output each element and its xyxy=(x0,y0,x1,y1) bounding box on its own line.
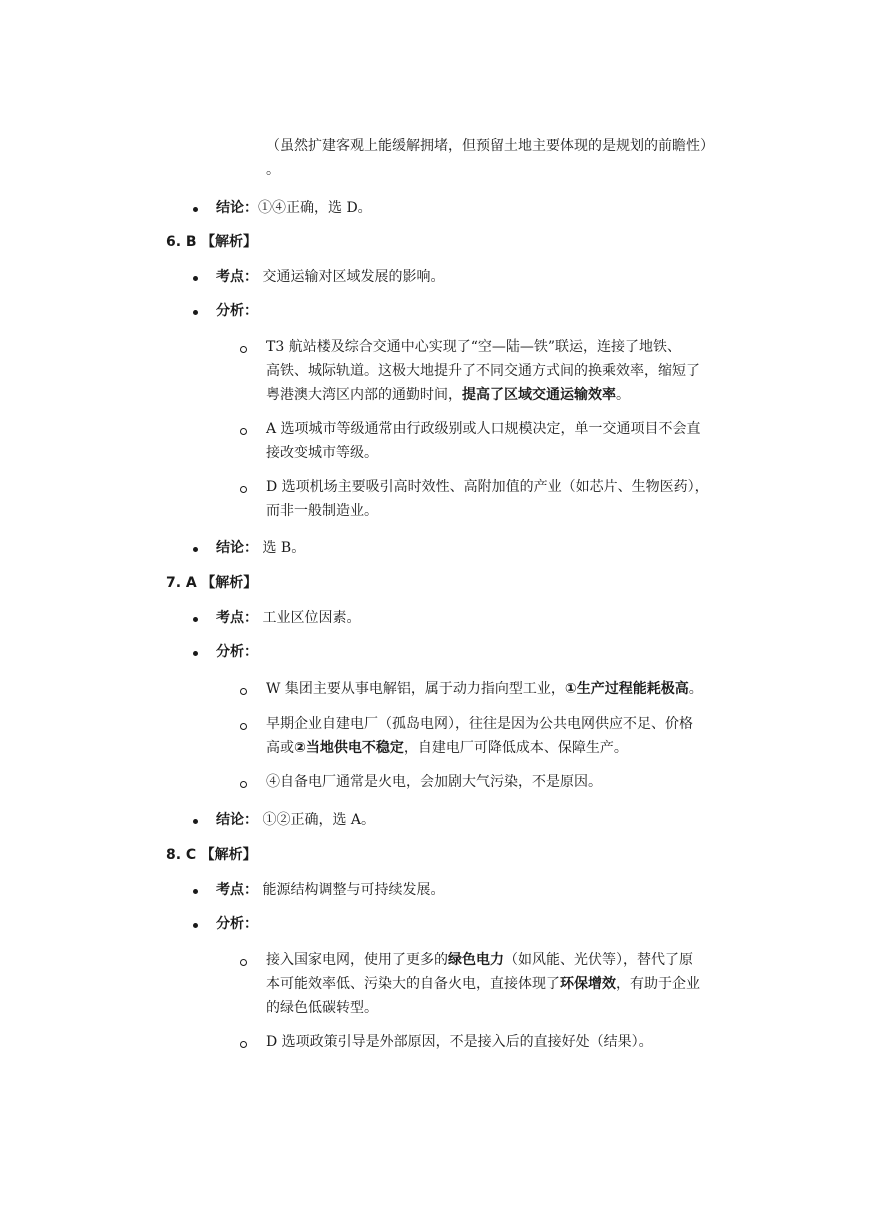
fenxi-label: 分析： xyxy=(216,916,258,932)
conclusion-6 xyxy=(216,538,305,558)
text-run: 本可能效率低、污染大的自备火电，直接体现了 xyxy=(266,976,560,992)
analysis-tag: 【解析】 xyxy=(200,847,257,863)
analysis-tag: 【解析】 xyxy=(201,234,258,250)
question-number: 8. C xyxy=(166,847,197,863)
sub-bullet-circle xyxy=(240,428,247,435)
continuation-line-2: 。 xyxy=(266,162,280,178)
conclusion-label: 结论： xyxy=(216,540,258,556)
fenxi-label: 分析： xyxy=(216,644,258,660)
conclusion-text: ①②正确，选 A。 xyxy=(262,812,376,828)
q6-item-2-line-1: A 选项城市等级通常由行政级别或人口规模决定，单一交通项目不会直 xyxy=(266,421,701,437)
question-number: 7. A xyxy=(166,575,197,591)
sub-bullet-circle xyxy=(240,723,247,730)
conclusion-label: 结论： xyxy=(216,200,258,216)
bullet-dot xyxy=(193,310,198,315)
question-8-heading xyxy=(166,845,257,865)
analysis-tag: 【解析】 xyxy=(201,575,258,591)
bold-run: 绿色电力 xyxy=(448,952,504,968)
kaodian-text: 工业区位因素。 xyxy=(262,610,361,626)
kaodian-text: 交通运输对区域发展的影响。 xyxy=(262,269,445,285)
continuation-line-1: （虽然扩建客观上能缓解拥堵，但预留土地主要体现的是规划的前瞻性） xyxy=(266,138,714,154)
q6-item-1-line-2: 高铁、城际轨道。这极大地提升了不同交通方式间的换乘效率，缩短了 xyxy=(266,363,700,379)
q8-item-1-line-3: 的绿色低碳转型。 xyxy=(266,1000,378,1016)
conclusion-7 xyxy=(216,810,375,830)
text-run: 。 xyxy=(616,387,630,403)
fenxi-6 xyxy=(216,301,258,321)
q6-item-2-line-2: 接改变城市等级。 xyxy=(266,445,378,461)
text-run: W 集团主要从事电解铝，属于动力指向型工业， xyxy=(266,681,565,697)
conclusion-label: 结论： xyxy=(216,812,258,828)
bullet-dot xyxy=(193,819,198,824)
bold-run: 提高了区域交通运输效率 xyxy=(462,387,616,403)
sub-bullet-circle xyxy=(240,688,247,695)
kaodian-label: 考点： xyxy=(216,269,258,285)
bold-run: ①生产过程能耗极高 xyxy=(564,681,689,697)
kaodian-label: 考点： xyxy=(216,882,258,898)
conclusion-5 xyxy=(216,198,372,218)
q8-item-1-line-1 xyxy=(266,950,693,970)
text-run: （如风能、光伏等），替代了原 xyxy=(504,952,693,968)
bullet-dot xyxy=(193,889,198,894)
bold-run: ②当地供电不稳定 xyxy=(294,740,404,756)
fenxi-7 xyxy=(216,642,258,662)
text-run: 。 xyxy=(688,681,703,697)
q6-item-1-line-1: T3 航站楼及综合交通中心实现了“空—陆—铁”联运，连接了地铁、 xyxy=(266,339,682,355)
sub-bullet-circle xyxy=(240,346,247,353)
text-run: ，自建电厂可降低成本、保障生产。 xyxy=(403,740,628,756)
kaodian-7 xyxy=(216,608,360,628)
q6-item-3-line-2: 而非一般制造业。 xyxy=(266,503,378,519)
bullet-dot xyxy=(193,617,198,622)
q7-item-3-line-1: ④自备电厂通常是火电，会加剧大气污染，不是原因。 xyxy=(266,774,602,790)
fenxi-label: 分析： xyxy=(216,303,258,319)
q6-item-1-line-3 xyxy=(266,385,630,405)
bullet-dot xyxy=(193,651,198,656)
conclusion-text: ①④正确，选 D。 xyxy=(258,200,372,216)
sub-bullet-circle xyxy=(240,959,247,966)
bullet-dot xyxy=(193,923,198,928)
text-run: 接入国家电网，使用了更多的 xyxy=(266,952,448,968)
kaodian-label: 考点： xyxy=(216,610,258,626)
kaodian-8 xyxy=(216,880,444,900)
question-number: 6. B xyxy=(166,234,197,250)
question-6-heading xyxy=(166,232,257,252)
sub-bullet-circle xyxy=(240,1041,247,1048)
text-run: 高或 xyxy=(266,740,294,756)
q7-item-1-line-1 xyxy=(266,679,703,699)
fenxi-8 xyxy=(216,914,258,934)
kaodian-6 xyxy=(216,267,444,287)
text-run: 粤港澳大湾区内部的通勤时间， xyxy=(266,387,462,403)
q8-item-2-line-1: D 选项政策引导是外部原因，不是接入后的直接好处（结果）。 xyxy=(266,1034,653,1050)
text-run: ，有助于企业 xyxy=(616,976,700,992)
bullet-dot xyxy=(193,547,198,552)
bullet-dot xyxy=(193,276,198,281)
sub-bullet-circle xyxy=(240,781,247,788)
kaodian-text: 能源结构调整与可持续发展。 xyxy=(262,882,445,898)
question-7-heading xyxy=(166,573,257,593)
q7-item-2-line-2 xyxy=(266,738,628,758)
q7-item-2-line-1: 早期企业自建电厂（孤岛电网），往往是因为公共电网供应不足、价格 xyxy=(266,716,693,732)
q6-item-3-line-1: D 选项机场主要吸引高时效性、高附加值的产业（如芯片、生物医药）， xyxy=(266,479,709,495)
sub-bullet-circle xyxy=(240,486,247,493)
bold-run: 环保增效 xyxy=(560,976,616,992)
conclusion-text: 选 B。 xyxy=(262,540,306,556)
q8-item-1-line-2 xyxy=(266,974,700,994)
bullet-dot xyxy=(193,207,198,212)
